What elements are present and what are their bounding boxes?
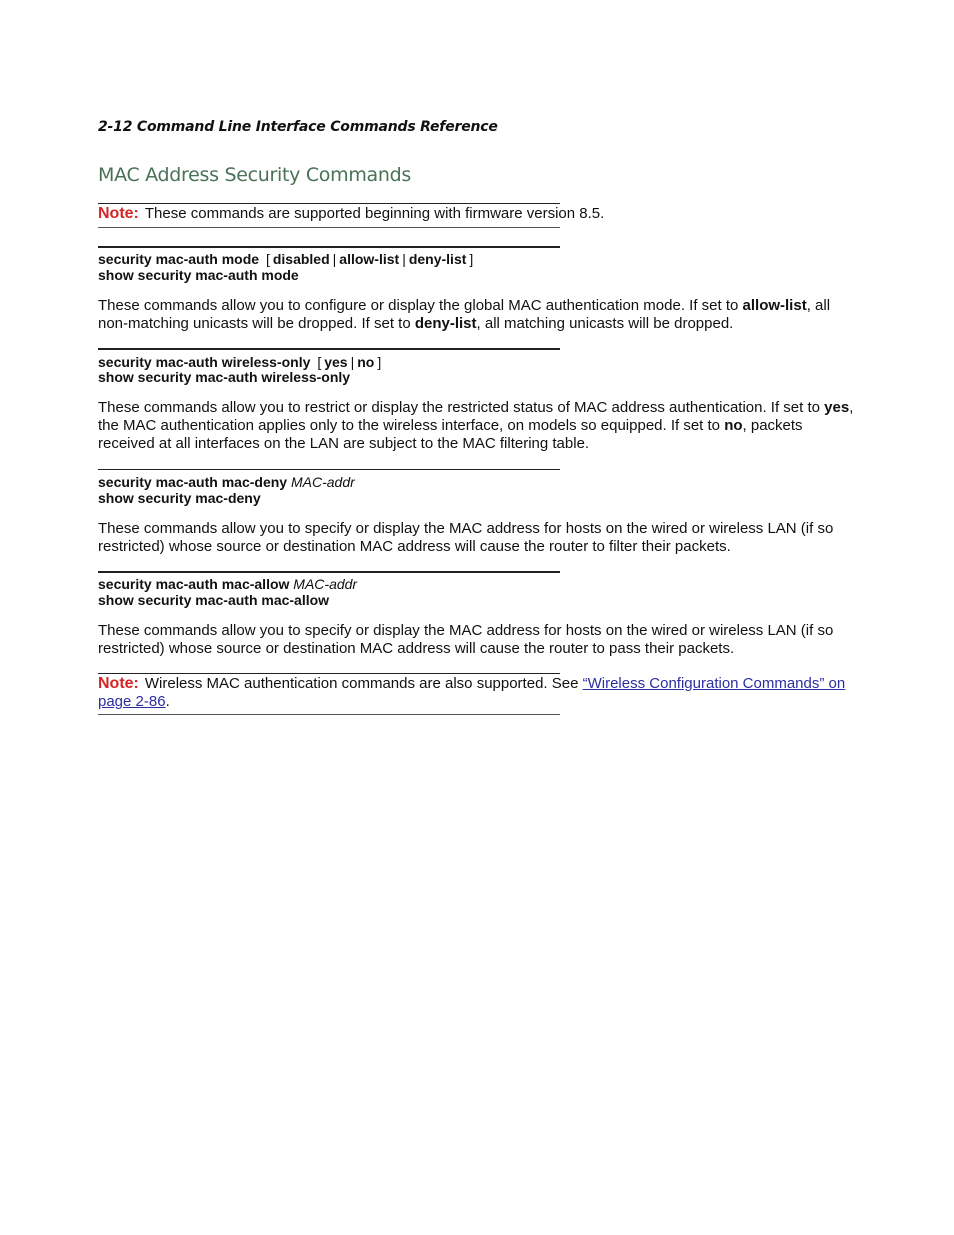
command-name: security mac-auth wireless-only — [98, 354, 311, 370]
command-show-mac-deny: show security mac-deny — [98, 490, 261, 506]
command-syntax-wireless-only: security mac-auth wireless-only [ yes | no ] — [98, 354, 382, 370]
note-wireless: Note: Wireless MAC authentication commands are also supported. See “Wireless Configuration Commands” on page 2-86. — [98, 675, 846, 710]
description-mac-allow: These commands allow you to specify or display the MAC address for hosts on the wired or wireless LAN (if so restricted) whose source or destination MAC address will cause the router to pass their packets. — [98, 622, 834, 657]
command-show-wireless-only: show security mac-auth wireless-only — [98, 369, 351, 385]
command-argument: MAC-addr — [290, 474, 355, 490]
description-mode: These commands allow you to configure or display the global MAC authentication mode. If set to allow-list, all non-matching unicasts will be dropped. If set to deny-list, all matching unicasts will be dropped. — [98, 297, 831, 332]
command-name: security mac-auth mac-deny — [98, 474, 288, 490]
wireless-commands-link[interactable]: “Wireless Configuration Commands” on page 2-86 — [98, 675, 846, 710]
note-label: Note: — [98, 205, 139, 222]
description-wireless-only: These commands allow you to restrict or display the restricted status of MAC address authentication. If set to yes, the MAC authentication applies only to the wireless interface, on models so equipped. If set to no, packets received at all interfaces on the LAN are subject to the MAC filtering table. — [98, 399, 854, 452]
note-bottom-rule — [98, 714, 560, 715]
note-top-rule — [98, 203, 560, 204]
command-rule — [98, 571, 560, 573]
note-top-rule — [98, 673, 560, 674]
note-bottom-rule — [98, 227, 560, 228]
command-name: security mac-auth mode — [98, 251, 260, 267]
description-mac-deny: These commands allow you to specify or display the MAC address for hosts on the wired or wireless LAN (if so restricted) whose source or destination MAC address will cause the router to filter their packets. — [98, 520, 834, 555]
running-head: 2-12 Command Line Interface Commands Reference — [98, 119, 498, 135]
command-rule — [98, 469, 560, 470]
command-rule — [98, 246, 560, 248]
note-text: These commands are supported beginning with firmware version 8.5. — [144, 205, 605, 222]
command-name: security mac-auth mac-allow — [98, 576, 290, 592]
command-syntax-mac-deny — [98, 474, 355, 490]
command-show-mode: show security mac-auth mode — [98, 267, 299, 283]
command-show-mac-allow: show security mac-auth mac-allow — [98, 592, 330, 608]
note-firmware — [98, 205, 604, 223]
command-rule — [98, 348, 560, 350]
section-title: MAC Address Security Commands — [98, 164, 411, 186]
command-argument: MAC-addr — [293, 576, 358, 592]
note-label: Note: — [98, 675, 139, 692]
command-syntax-mac-allow — [98, 576, 357, 592]
command-syntax-mode: security mac-auth mode [ disabled | allow-list | deny-list ] — [98, 251, 474, 267]
